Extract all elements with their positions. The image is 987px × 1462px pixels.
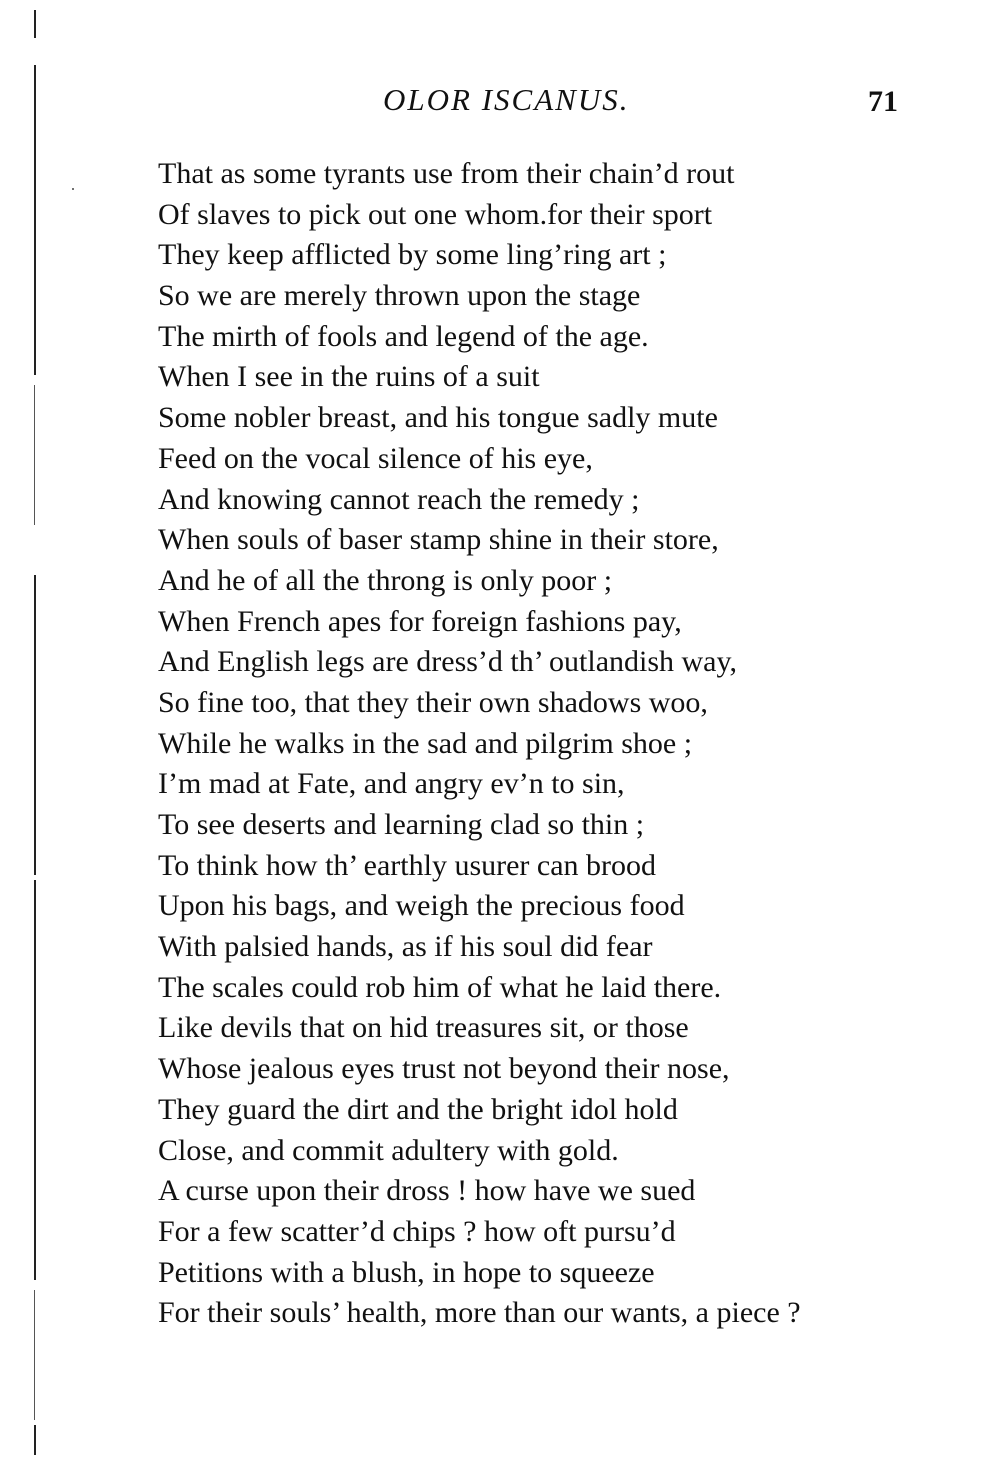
poem-line: Feed on the vocal silence of his eye, <box>158 441 593 475</box>
poem-line: For a few scatter’d chips ? how oft pursu’d <box>158 1214 676 1248</box>
poem-line: So we are merely thrown upon the stage <box>158 279 641 313</box>
binding-edge-mark <box>34 575 36 875</box>
poem-line: Close, and commit adultery with gold. <box>158 1133 619 1167</box>
poem-line: A curse upon their dross ! how have we sued <box>158 1174 696 1208</box>
poem-line: Petitions with a blush, in hope to squeeze <box>158 1255 655 1289</box>
poem-line: When souls of baser stamp shine in their store, <box>158 523 719 557</box>
poem-line: Whose jealous eyes trust not beyond their nose, <box>158 1052 730 1086</box>
poem-line: Upon his bags, and weigh the precious food <box>158 889 685 923</box>
poem-line: With palsied hands, as if his soul did fear <box>158 930 653 964</box>
poem-line: Of slaves to pick out one whom.for their sport <box>158 197 713 231</box>
binding-edge-mark <box>34 385 35 525</box>
poem-line: When I see in the ruins of a suit <box>158 360 540 394</box>
poem-line: That as some tyrants use from their chain’d rout <box>158 157 735 190</box>
poem-line: And knowing cannot reach the remedy ; <box>158 482 640 516</box>
poem-line: And he of all the throng is only poor ; <box>158 563 613 597</box>
binding-edge-mark <box>34 1290 35 1420</box>
binding-edge-mark <box>34 1425 36 1455</box>
poem-line: And English legs are dress’d th’ outlandish way, <box>158 645 738 679</box>
binding-edge-mark <box>34 880 36 1280</box>
running-head <box>0 80 987 120</box>
poem-line: For their souls’ health, more than our wants, a piece ? <box>158 1296 801 1330</box>
poem-line: While he walks in the sad and pilgrim shoe ; <box>158 726 693 760</box>
poem-line: So fine too, that they their own shadows woo, <box>158 685 708 719</box>
poem-line: The scales could rob him of what he laid there. <box>158 970 722 1004</box>
running-title: OLOR ISCANUS. <box>383 82 630 117</box>
poem-line: Some nobler breast, and his tongue sadly mute <box>158 401 718 435</box>
poem-line: When French apes for foreign fashions pay, <box>158 604 682 638</box>
poem-line: Like devils that on hid treasures sit, or those <box>158 1011 689 1045</box>
poem-line: To see deserts and learning clad so thin ; <box>158 808 645 841</box>
poem-line: They guard the dirt and the bright idol hold <box>158 1092 678 1126</box>
scan-speck <box>72 188 74 190</box>
poem-text <box>158 154 958 1334</box>
poem-line: To think how th’ earthly usurer can brood <box>158 848 657 882</box>
page-number: 71 <box>868 85 898 118</box>
binding-edge-mark <box>34 10 36 38</box>
poem-line: They keep afflicted by some ling’ring art ; <box>158 238 667 272</box>
poem-line: The mirth of fools and legend of the age. <box>158 319 649 353</box>
poem-line: I’m mad at Fate, and angry ev’n to sin, <box>158 767 625 801</box>
